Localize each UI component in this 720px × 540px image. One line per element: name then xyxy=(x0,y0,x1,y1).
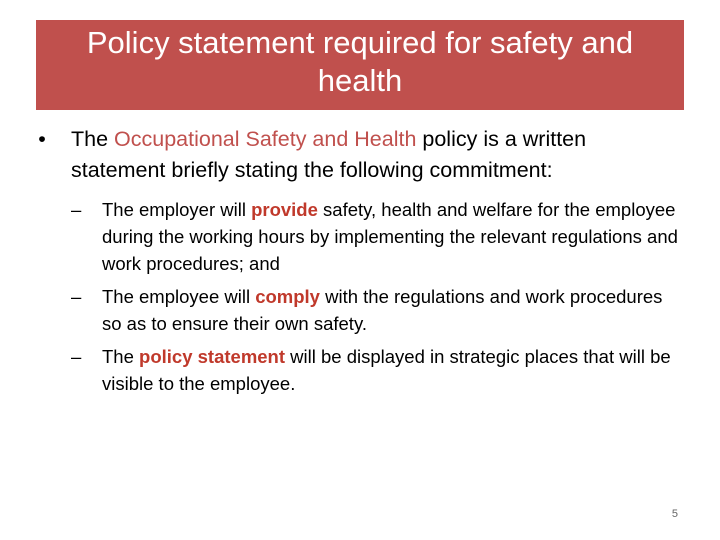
sub-bullet-text: will be displayed in strategic places that will be visible to the employee. xyxy=(102,346,671,394)
sub-bullet-text: with the regulations and work procedures so as to ensure their own safety. xyxy=(102,286,663,334)
main-bullet-highlight: Occupational Safety and Health xyxy=(114,127,417,151)
slide-title-bar xyxy=(36,20,684,110)
sub-bullet-text: The employer will xyxy=(102,199,252,220)
slide-content xyxy=(28,124,678,403)
main-bullet-suffix: policy is a written statement briefly stating the following commitment: xyxy=(71,127,587,182)
sub-bullet-text: The employee will xyxy=(102,286,256,307)
sub-bullet-highlight: comply xyxy=(255,286,320,307)
dash-marker: – xyxy=(71,346,82,367)
dash-marker: – xyxy=(71,286,82,307)
sub-bullet-text: safety, health and welfare for the employee during the working hours by implementing the relevant regulations and work procedures; and xyxy=(102,199,678,274)
dash-marker: – xyxy=(71,199,82,220)
main-bullet xyxy=(28,124,678,186)
sub-bullet-list xyxy=(28,196,678,397)
sub-bullet-employee xyxy=(71,283,678,337)
sub-bullet-policy-statement xyxy=(71,343,678,397)
sub-bullet-highlight: provide xyxy=(251,199,318,220)
main-bullet-prefix: The xyxy=(71,127,115,151)
sub-bullet-highlight: policy statement xyxy=(139,346,286,367)
slide-title: Policy statement required for safety and health xyxy=(86,25,634,98)
page-number: 5 xyxy=(671,508,678,520)
bullet-marker: • xyxy=(38,127,46,151)
sub-bullet-text: The xyxy=(102,346,140,367)
sub-bullet-employer xyxy=(71,196,678,277)
